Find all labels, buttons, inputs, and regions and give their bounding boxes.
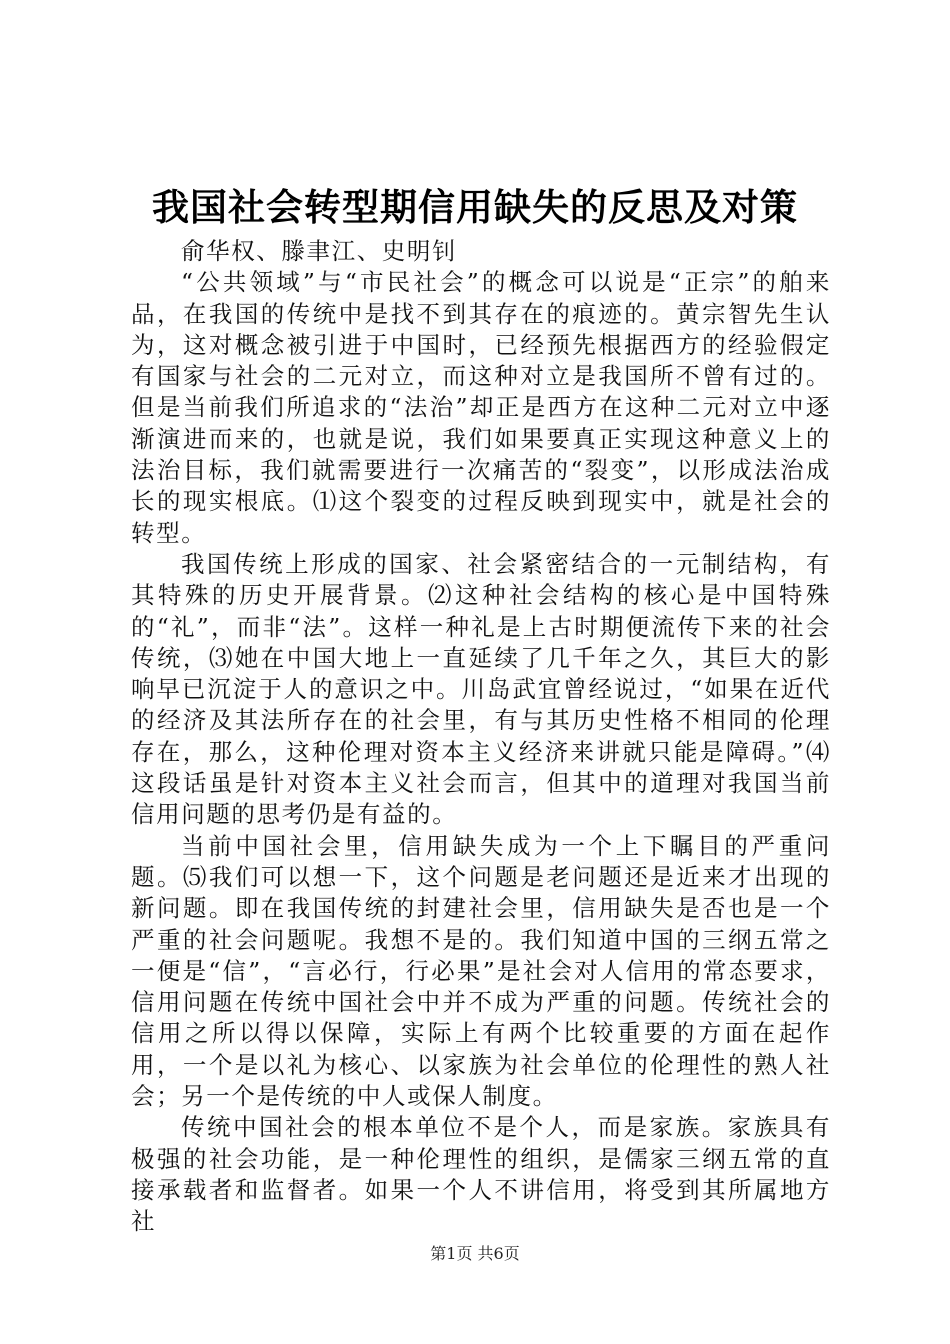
document-body xyxy=(131,236,831,1238)
paragraph-2: 我国传统上形成的国家、社会紧密结合的一元制结构，有其特殊的历史开展背景。⑵这种社会结构的核心是中国特殊的“礼”，而非“法”。这样一种礼是上古时期便流传下来的社会传统，⑶她在中国大地上一直延续了几千年之久，其巨大的影响早已沉淀于人的意识之中。川岛武宜曾经说过，“如果在近代的经济及其法所存在的社会里，有与其历史性格不相同的伦理存在，那么，这种伦理对资本主义经济来讲就只能是障碍。”⑷这段话虽是针对资本主义社会而言，但其中的道理对我国当前信用问题的思考仍是有益的。 xyxy=(131,549,831,829)
paragraph-1: “公共领域”与“市民社会”的概念可以说是“正宗”的舶来品，在我国的传统中是找不到其存在的痕迹的。黄宗智先生认为，这对概念被引进于中国时，已经预先根据西方的经验假定有国家与社会的二元对立，而这种对立是我国所不曾有过的。但是当前我们所追求的“法治”却正是西方在这种二元对立中逐渐演进而来的，也就是说，我们如果要真正实现这种意义上的法治目标，我们就需要进行一次痛苦的“裂变”，以形成法治成长的现实根底。⑴这个裂变的过程反映到现实中，就是社会的转型。 xyxy=(131,268,831,547)
paragraph-3: 当前中国社会里，信用缺失成为一个上下瞩目的严重问题。⑸我们可以想一下，这个问题是老问题还是近来才出现的新问题。即在我国传统的封建社会里，信用缺失是否也是一个严重的社会问题呢。我想不是的。我们知道中国的三纲五常之一便是“信”，“言必行，行必果”是社会对人信用的常态要求，信用问题在传统中国社会中并不成为严重的问题。传统社会的信用之所以得以保障，实际上有两个比较重要的方面在起作用，一个是以礼为核心、以家族为社会单位的伦理性的熟人社会；另一个是传统的中人或保人制度。 xyxy=(131,831,831,1111)
page-title: 我国社会转型期信用缺失的反思及对策 xyxy=(152,186,798,229)
authors-line: 俞华权、滕聿江、史明钊 xyxy=(181,237,458,265)
page-number-footer: 第1页 共6页 xyxy=(430,1244,520,1263)
paragraph-4: 传统中国社会的根本单位不是个人，而是家族。家族具有极强的社会功能，是一种伦理性的组织，是儒家三纲五常的直接承载者和监督者。如果一个人不讲信用，将受到其所属地方社 xyxy=(131,1113,831,1236)
